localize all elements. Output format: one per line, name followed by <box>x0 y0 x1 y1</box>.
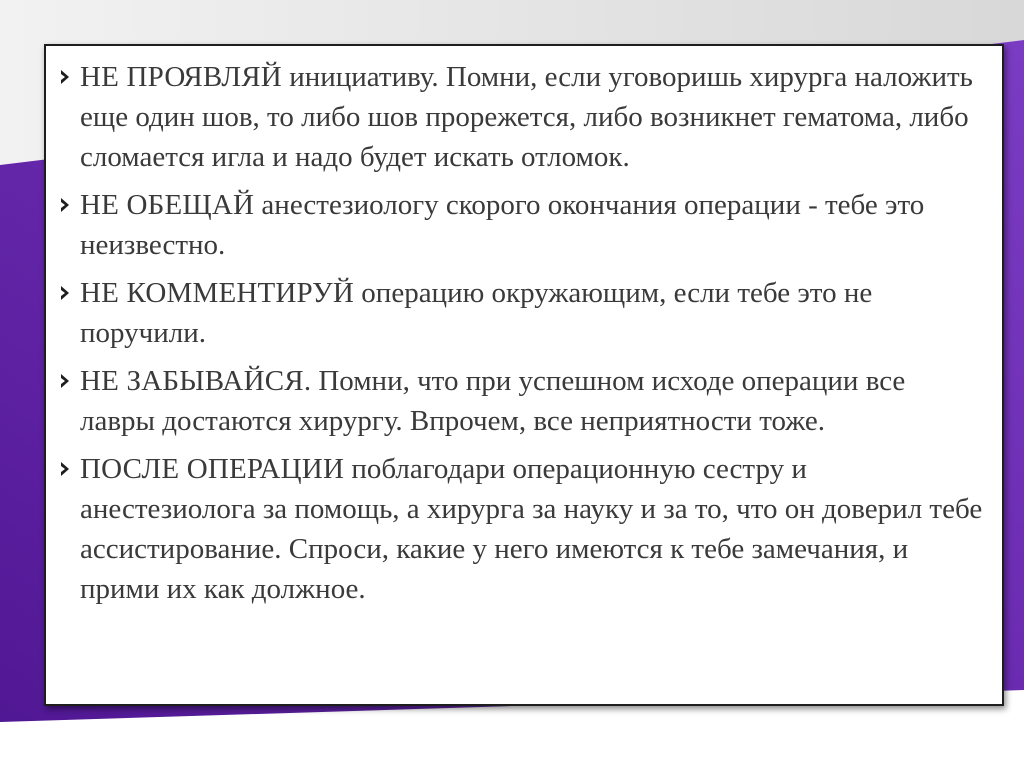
bullet-body: инициативу. Помни, если уговоришь хирурга наложить еще один шов, то либо шов прорежется, либо возникнет гематома, либо сломается игла и надо будет искать отломок. <box>80 61 973 173</box>
bullet-item-1 <box>58 57 986 177</box>
arrow-bullet-icon <box>58 185 80 225</box>
bullet-lead: ПОСЛЕ ОПЕРАЦИИ <box>80 453 345 485</box>
bullet-lead: НЕ ЗАБЫВАЙСЯ <box>80 365 304 397</box>
bullet-body: операцию окружающим, если тебе это не поручили. <box>80 277 873 349</box>
bullet-item-5 <box>58 449 986 609</box>
bullet-body: поблагодари операционную сестру и анестезиолога за помощь, а хирурга за науку и за то, что он доверил тебе ассистирование. Спроси, какие у него имеются к тебе замечания, и прими их как должное. <box>80 453 983 605</box>
arrow-bullet-icon <box>58 449 80 489</box>
bullet-lead: НЕ ОБЕЩАЙ <box>80 189 255 221</box>
bullet-lead: НЕ КОММЕНТИРУЙ <box>80 277 355 309</box>
bullet-list <box>58 57 986 617</box>
arrow-bullet-icon <box>58 361 80 401</box>
bullet-body: анестезиологу скорого окончания операции - тебе это неизвестно. <box>80 189 925 261</box>
bullet-item-4 <box>58 361 986 441</box>
bullet-lead: НЕ ПРОЯВЛЯЙ <box>80 61 282 93</box>
bullet-item-3 <box>58 273 986 353</box>
arrow-bullet-icon <box>58 57 80 97</box>
bullet-item-2 <box>58 185 986 265</box>
arrow-bullet-icon <box>58 273 80 313</box>
content-panel <box>44 44 1004 706</box>
bullet-body: . Помни, что при успешном исходе операции все лавры достаются хирургу. Впрочем, все неприятности тоже. <box>80 365 906 437</box>
